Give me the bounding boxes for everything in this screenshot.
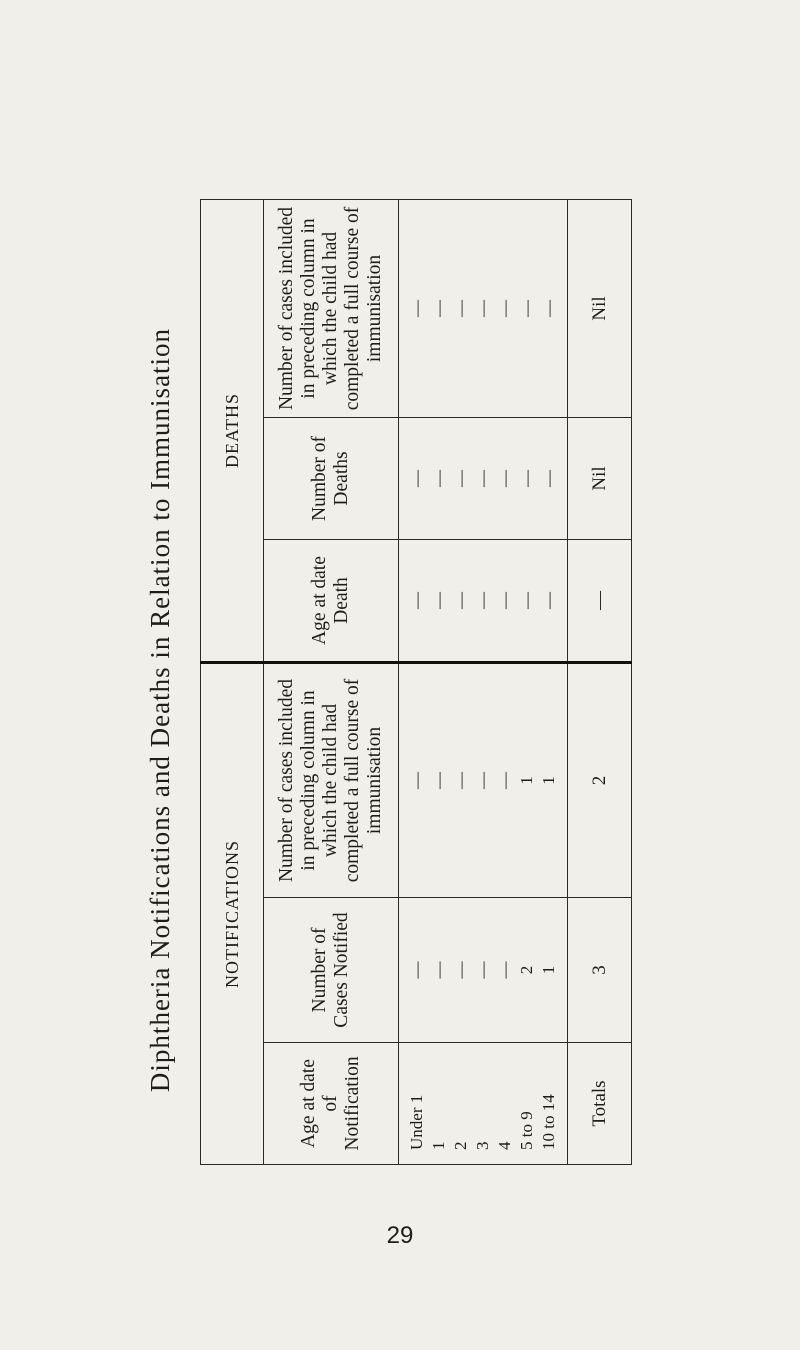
immunisation-table-rotated [200,200,610,1165]
list-item: — [495,961,514,979]
list-item: 1 [429,1141,448,1150]
list-item: — [517,300,536,317]
list-item: — [473,592,492,609]
list-item: — [495,470,514,487]
list-item: — [407,772,426,789]
list-item: — [407,470,426,487]
diphtheria-table [200,199,632,1165]
list-item: — [429,592,448,609]
list-item: — [495,592,514,609]
list-item: — [473,772,492,789]
age-notification-header: Age at date of Notification [264,1043,399,1165]
column-header-row [264,200,399,1165]
list-item: — [429,470,448,487]
list-item: — [517,592,536,609]
totals-cases-notified: 3 [568,898,632,1043]
list-item: 4 [495,1141,514,1150]
cases-notified-header: Number of Cases Notified [264,898,399,1043]
list-item: 2 [451,1141,470,1150]
cases-immunised-list [403,670,563,891]
list-item: — [451,300,470,317]
deaths-group-header: DEATHS [201,200,264,663]
list-item: — [407,961,426,979]
age-death-list [403,546,563,655]
deaths-immunised-header: Number of cases included in preceding column in which the child had completed a full course of immunisation [264,200,399,418]
age-death-cell [399,540,568,663]
list-item: — [473,300,492,317]
list-item: — [495,772,514,789]
cases-notified-cell [399,898,568,1043]
list-item: — [429,772,448,789]
list-item: — [517,470,536,487]
totals-cases-immunised: 2 [568,663,632,898]
cases-notified-list [403,904,563,1036]
age-death-header: Age at date Death [264,540,399,663]
age-groups-list [403,1049,563,1158]
list-item: — [429,961,448,979]
list-item: 1 [539,965,558,975]
age-groups-cell [399,1043,568,1165]
deaths-immunised-list [403,206,563,411]
list-item: — [539,470,558,487]
deaths-immunised-cell [399,200,568,418]
data-row [399,200,568,1165]
cases-immunised-header: Number of cases included in preceding column in which the child had completed a full course of immunisation [264,663,399,898]
notifications-group-header: NOTIFICATIONS [201,663,264,1165]
list-item: — [539,300,558,317]
running-title: Diphtheria Notifications and Deaths in Relation to Immunisation [144,327,175,1093]
list-item: — [495,300,514,317]
totals-deaths-immunised: Nil [568,200,632,418]
list-item: — [539,592,558,609]
list-item: 2 [517,965,536,975]
list-item: 5 to 9 [517,1111,536,1150]
number-deaths-cell [399,418,568,540]
number-deaths-header: Number of Deaths [264,418,399,540]
cases-immunised-cell [399,663,568,898]
totals-label: Totals [568,1043,632,1165]
list-item: — [451,592,470,609]
list-item: — [407,300,426,317]
list-item: 1 [539,776,558,785]
list-item: — [429,300,448,317]
list-item: 1 [517,776,536,785]
number-deaths-list [403,424,563,533]
list-item: — [473,470,492,487]
list-item: 3 [473,1141,492,1150]
list-item: — [451,961,470,979]
list-item: — [451,470,470,487]
totals-row [568,200,632,1165]
list-item: — [473,961,492,979]
list-item: 10 to 14 [539,1094,558,1150]
list-item: — [407,592,426,609]
group-header-row [201,200,264,1165]
totals-age-death: — [568,540,632,663]
list-item: — [451,772,470,789]
list-item: Under 1 [407,1094,426,1150]
page-number: 29 [386,1222,414,1249]
totals-number-deaths: Nil [568,418,632,540]
